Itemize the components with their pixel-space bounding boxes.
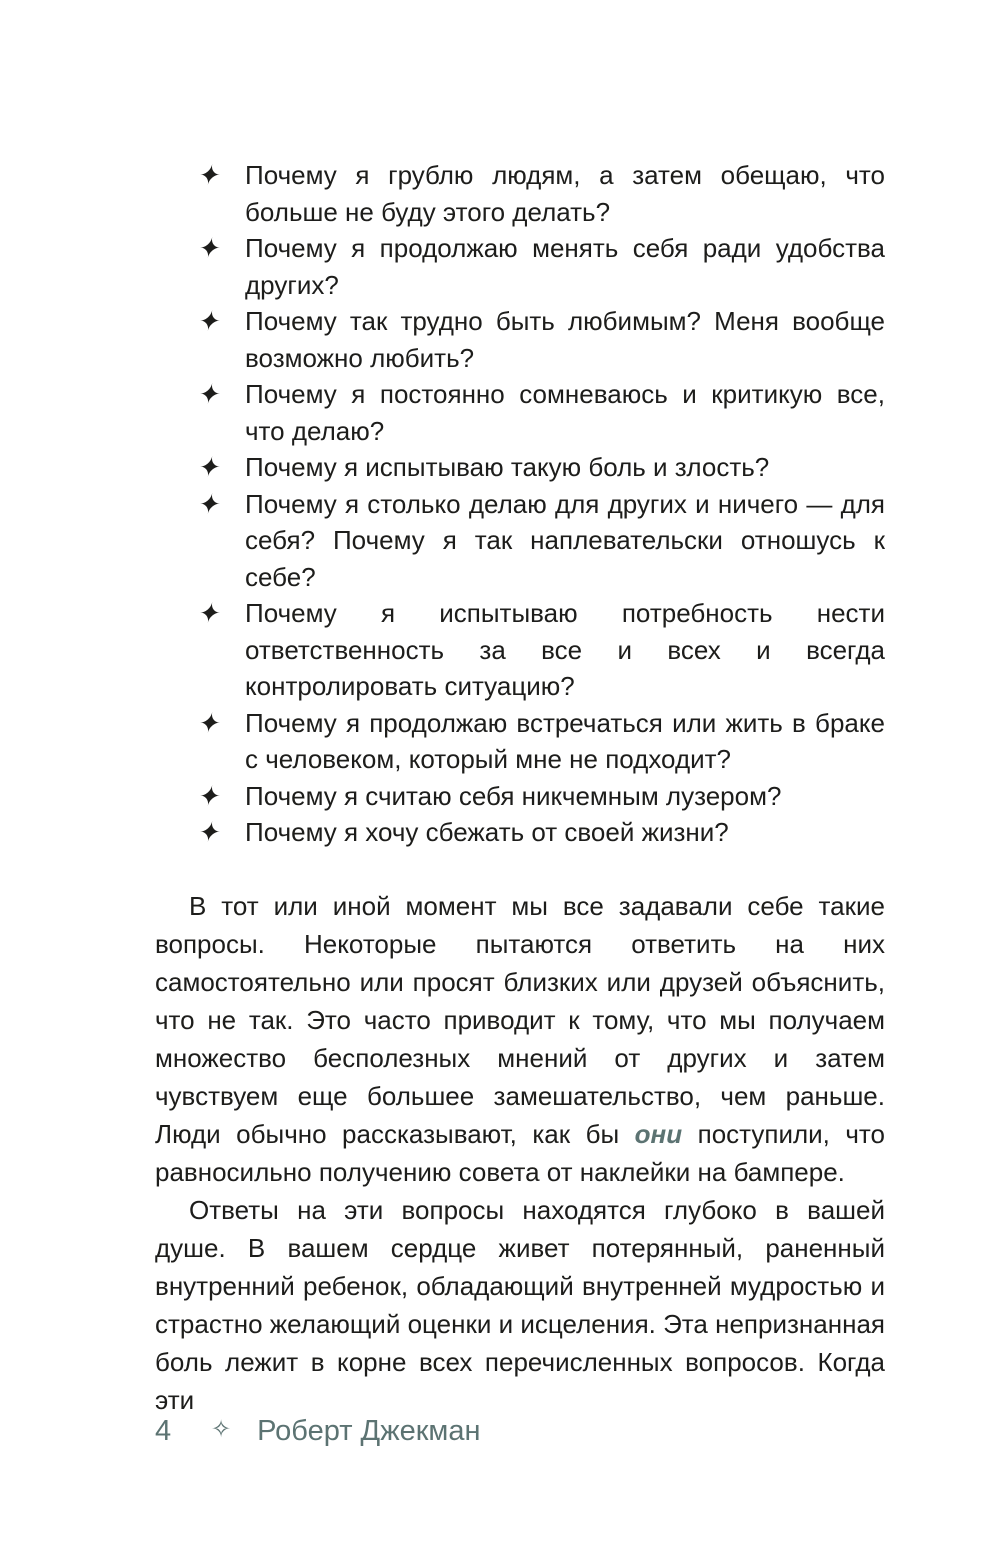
- page-content: [155, 157, 885, 1419]
- question-text: Почему я столько делаю для других и ничего — для себя? Почему я так наплевательски отношусь к себе?: [245, 488, 885, 592]
- list-item: [155, 376, 885, 449]
- list-item: [155, 157, 885, 230]
- question-text: Почему я испытываю потребность нести ответственность за все и всех и всегда контролировать ситуацию?: [245, 598, 885, 701]
- question-text: Почему я продолжаю менять себя ради удобства других?: [245, 233, 885, 300]
- question-text: Почему я продолжаю встречаться или жить в браке с человеком, который мне не подходит?: [245, 707, 885, 774]
- paragraph-text: поступили, что равносильно получению совета от наклейки на бампере.: [155, 1118, 885, 1187]
- body-paragraph: [155, 887, 885, 1191]
- question-text: Почему я хочу сбежать от своей жизни?: [245, 817, 729, 847]
- emphasized-word: они: [634, 1118, 683, 1149]
- four-pointed-star-bullet-icon: ✦: [195, 597, 225, 629]
- paragraph-text: В тот или иной момент мы все задавали себе такие вопросы. Некоторые пытаются ответить на них самостоятельно или просят близких или друзей объяснить, что не так. Это часто приводит к тому, что мы получаем множество бесполезных мнений от других и затем чувствуем еще большее замешательство, чем раньше. Люди обычно рассказывают, как бы: [155, 890, 885, 1149]
- four-pointed-star-bullet-icon: ✦: [195, 305, 225, 337]
- list-item: [155, 449, 885, 486]
- four-pointed-star-bullet-icon: ✦: [195, 232, 225, 264]
- four-pointed-star-bullet-icon: ✦: [195, 159, 225, 191]
- list-item: [155, 230, 885, 303]
- list-item: [155, 486, 885, 596]
- page-number: 4: [155, 1415, 172, 1447]
- question-text: Почему я грублю людям, а затем обещаю, что больше не буду этого делать?: [245, 160, 885, 227]
- running-author-name: Роберт Джекман: [257, 1415, 481, 1447]
- question-text: Почему так трудно быть любимым? Меня вообще возможно любить?: [245, 306, 885, 373]
- diamond-ornament-icon: ✧: [211, 1416, 232, 1443]
- four-pointed-star-bullet-icon: ✦: [195, 816, 225, 848]
- question-text: Почему я постоянно сомневаюсь и критикую все, что делаю?: [245, 379, 885, 446]
- question-text: Почему я считаю себя никчемным лузером?: [245, 780, 782, 811]
- question-text: Почему я испытываю такую боль и злость?: [245, 452, 770, 482]
- list-item: [155, 778, 885, 815]
- four-pointed-star-bullet-icon: ✦: [195, 378, 225, 410]
- four-pointed-star-bullet-icon: ✦: [195, 779, 225, 812]
- four-pointed-star-bullet-icon: ✦: [195, 451, 225, 483]
- list-item: [155, 595, 885, 705]
- four-pointed-star-bullet-icon: ✦: [195, 487, 225, 520]
- page-footer: [155, 1412, 481, 1450]
- four-pointed-star-bullet-icon: ✦: [195, 706, 225, 739]
- list-item: [155, 705, 885, 778]
- question-list: [155, 157, 885, 851]
- list-item: [155, 814, 885, 851]
- body-paragraph: Ответы на эти вопросы находятся глубоко в вашей душе. В вашем сердце живет потерянный, раненный внутренний ребенок, обладающий внутренней мудростью и страстно желающий оценки и исцеления. Эта непризнанная боль лежит в корне всех перечисленных вопросов. Когда эти: [155, 1194, 885, 1415]
- list-item: [155, 303, 885, 376]
